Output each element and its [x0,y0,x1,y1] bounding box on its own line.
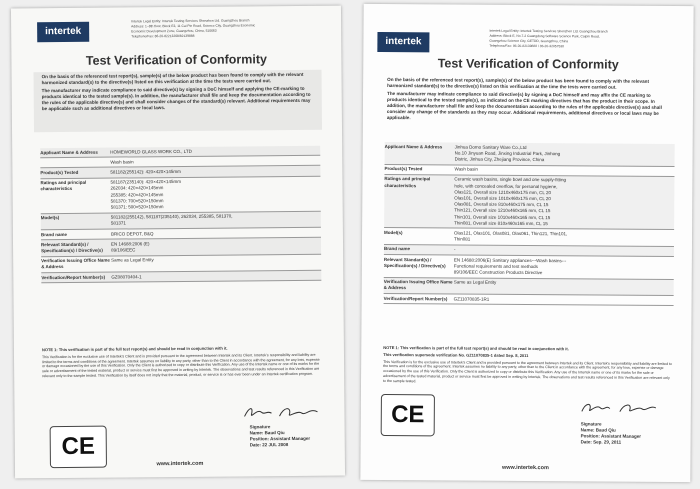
row-label [40,159,110,166]
intertek-logo: intertek [377,32,429,52]
header-line: Telephone/Fax: 86-20-82213268/82139888 [131,33,195,39]
row-value [110,168,320,176]
row-value-line: Olas121, Olas101, Olas081, Olas061, Thin121, Thin101, [454,230,568,237]
row-value-line: 581182(255142), 581187(235140), 262034, 255385, 581370, [110,213,233,220]
row-value [111,256,321,270]
signature-block [250,424,311,449]
signature-image [576,399,676,416]
row-value-line: Same as Legal Entity [111,257,154,263]
row-value [455,144,675,164]
row-value-line: 262034: 420×420×145mm [110,185,164,191]
row-label-line: Verification Issuing Office Name [383,279,453,285]
signature-label: Signature [580,421,602,427]
header-line: Address: 1~8th floor, Block E3, 11 Cai Pin Road, Science City, Guangzhou Economic [131,23,256,29]
row-value-line: Thin101, Overall size 1010x460x165 mm, CL 15 [454,214,551,220]
signature-date: Date: 22 JUL 2008 [249,442,289,448]
row-value [110,147,320,155]
row-value-line: Thin121, Overall size 1210x460x165 mm, CL 15 [454,207,551,214]
note-body: This Verification is for the exclusive use of Intertek's Client and is provided pursuant to the agreement between Intertek and its Client. Intertek's responsibility and liability are limited to the terms and conditions of the agreement. Intertek assumes no liability to any party, other than to the Client in accordance with the agreement, for any loss, expense or damage occasioned by the use of this Verification. Only the Client is authorized to copy or distribute this Verification. Any use of the Intertek name or one of its marks for the sale or advertisement of the tested material, product or service must first be approved in writing by Intertek. The observations and test results referenced in this Verification are relevant only to the sample tested. [383,359,673,384]
header-line: Economic Development Zone, Guangzhou, China, 510663 [131,28,217,34]
table-row [384,278,674,296]
row-value-line: EN 14688:2006(E) Sanitary appliances---Wash basins--- [453,257,567,263]
row-label-line: & Address [383,285,407,291]
row-label [41,258,111,271]
row-label [384,176,454,226]
row-value-line: Distric, Jinhua City, Zhejiang Province, China [454,156,545,163]
row-label-line: Product(s) Tested [384,166,423,172]
note-title: NOTE 1: This verification is part of the full test report(s) and should be read in conjunction with it. [41,345,228,353]
signer-name: Name: Baud Qiu [580,427,616,433]
row-value [110,157,320,165]
row-value-line: GZ08070404-1 [111,273,142,280]
row-value-line: Thin081, Overall size 810x460x165 mm, CL 15 [454,220,548,226]
row-label-line: characteristics [384,182,417,188]
row-label [384,296,454,303]
row-value-line: Same as Legal Entity [453,279,497,285]
details-table [40,146,321,284]
row-value-line: BRICO DEPOT, B&Q [110,230,154,237]
row-value [111,229,321,237]
table-row [40,176,320,213]
intro-paragraph-1: On the basis of the referenced test report(s), sample(s) of the below product has been found to comply with the relevant harmonized standard(s) to the directive(s) listed on this verification at the time the tests were carried out. [387,77,650,90]
row-value-line: HOMEWORLD GLASS WORK CO., LTD [110,148,192,155]
row-label [40,149,110,156]
row-label [384,279,454,292]
website-footer: www.intertek.com [156,460,204,468]
row-label-line [40,159,110,160]
signer-name: Name: Baud Qiu [249,430,285,436]
website-footer: www.intertek.com [501,464,549,472]
row-value-line: Ceramic wash basins, single bowl and one supply-fitting [454,176,567,183]
signature-label: Signature [249,424,271,430]
row-label [41,274,111,281]
row-label-line: Relevant Standard(s) / [383,256,432,262]
legal-entity-header [131,18,336,40]
row-value [454,177,674,228]
row-value-line: Jinhua Domo Sanitary Ware Co.,Ltd [454,143,527,150]
signature-date: Date: Sep. 29, 2011 [580,439,622,445]
legal-entity-header [489,29,689,50]
row-value-line: 581370: 700×520×150mm [110,197,164,204]
row-value [454,296,674,304]
row-label-line: characteristics [40,186,73,192]
row-label [40,180,110,212]
row-label [41,231,111,238]
row-value-line: Olas101, Overall size 1010x460x175 mm, CL 20 [454,195,551,202]
header-line: Intertek Legal Entity: Intertek Testing Services Shenzhen Ltd. Guangzhou Branch [131,18,250,24]
table-row [384,175,674,231]
row-value [454,230,674,244]
row-value-line: 581371: 500×520×150mm [110,204,164,210]
document-title: Test Verification of Conformity [437,56,619,72]
intro-paragraph-2: The manufacturer may indicate compliance to said directive(s) by signing a DoC himself and applying the CE-marking to products identical to the tested sample(s). In addition, the manufacturer shall file and keep the documentation according to the rules of the applicable directive(s) and shall consider changes of the standard(s) relevant. Additional requirements may be applicable such as additional directives or local laws. [41,85,311,112]
document-title: Test Verification of Conformity [85,52,267,68]
row-value-line: GZ11070835-1R1 [453,296,490,302]
row-value-line: 581187(235140): 420×420×145mm [110,179,181,185]
row-value [111,213,321,227]
certificate-left [11,6,345,479]
table-row [384,294,674,306]
header-line: Address: Block E, No.7-2 Guangdong Software Science Park, Caipin Road, [489,33,600,39]
row-value-line: 89/106/EEC [111,247,136,253]
row-label [40,169,110,176]
row-label-line: Specification(s) / Directive(s) [41,247,103,254]
row-label [385,144,455,163]
row-label [384,230,454,243]
intro-text [387,77,669,123]
row-label [41,215,111,228]
intro-text [42,72,314,112]
row-value [454,167,674,175]
row-value-line: hole, with concealed overflow, for personal hygiene, [454,183,558,189]
row-value-line: 581371 [110,220,126,226]
header-line: Telephone/Fax: 86-20-82139888 / 86-20-32057538 [489,43,564,49]
row-value-line: 89/106/EEC Construction Products Directive [453,269,543,276]
row-label-line: Verification/Report Number(s) [383,295,448,302]
row-label [384,257,454,276]
row-value-line: - [453,246,456,252]
row-label-line: Relevant Standard(s) / [40,241,89,247]
row-label-line: Ratings and principal [384,176,431,182]
row-value-line: EN 14688:2006 (E) [110,240,150,247]
ce-mark: CE [50,426,107,468]
note-body: This Verification is for the exclusive use of Intertek's Client and is provided pursuant to the agreement between Intertek and its Client. Intertek's responsibility and liability are limited to the terms and conditions of the agreement. Intertek assumes no liability to any party, other than to the Client in accordance with the agreement, for any loss, expense or damage occasioned by the use of this Verification. Only the Client is authorized to copy or distribute this Verification. Any use of the Intertek name or one of its marks for the sale or advertisement of the tested material, product or service must first be approved in writing by Intertek. The observations and test results referenced in this Verification are relevant only to the sample tested. This Verification by itself does not imply that the material, product, or service is or has ever been under an Intertek certification program. [41,352,320,379]
note-section [42,346,322,379]
row-value-line: No.10 Jinyuan Road, Jinxing Industrial Park, Jinhong [454,150,561,156]
note-section [383,346,673,386]
header-line: Intertek Legal Entity: Intertek Testing Services Shenzhen Ltd. Guangzhou Branch [489,28,608,34]
row-value [454,257,674,277]
row-label-line: Product(s) Tested [40,169,79,176]
certificate-right [360,4,693,482]
row-label-line: & Address [41,264,64,270]
row-value-line: Olas081, Overall size 810x460x175 mm, CL 15 [454,201,549,208]
intro-paragraph-2: The manufacturer may indicate compliance to said directive(s) by signing a DoC himself and may affix the CE marking to products identical to the tested sample(s), as indicated on the CE marking directives that has the product in their scope. In addition, the manufacturer shall file and keep the documentation according to the rules of the applicable directive(s) and shall consider any change of the standards as they may occur. Additional requirements, additional directives or local laws may be applicable. [386,91,662,121]
row-label-line: Brand name [383,246,410,252]
table-row [41,271,321,284]
row-value [111,239,321,253]
row-label-line: Verification/Report Number(s) [41,274,106,280]
row-value-line: Wash basin [454,166,478,172]
row-value-line: Olas121, Overall size 1210x460x175 mm, CL 20 [454,189,552,195]
signer-position: Position: Assistant Manager [580,433,642,439]
note-supersede: This verification supersede verification No. GZ11070835-1 dated Sep. 8, 2011 [383,351,529,358]
ce-mark: CE [381,394,435,436]
row-label-line: Specification(s) / Directive(s) [383,262,446,269]
row-label-line: Brand name [40,231,67,237]
row-label-line: Ratings and principal [40,179,87,186]
table-row [384,228,674,246]
row-value-line: 581182(255142): 420×420×145mm [110,168,181,175]
row-value [454,280,674,294]
signature-block [581,421,642,445]
signer-position: Position: Assistant Manager [249,435,311,442]
row-label [41,241,111,254]
signature-image [239,404,339,421]
table-row [384,255,674,280]
row-label-line: Verification Issuing Office Name [41,257,110,264]
row-value [454,247,674,255]
row-value [111,272,321,280]
row-label [384,246,454,253]
table-row [385,142,675,167]
intertek-logo: intertek [37,22,89,42]
note-title: NOTE 1: This verification is part of the full test report(s) and should be read in conjunction with it. [383,344,569,352]
row-label-line: Model(s) [40,215,60,221]
row-value-line: 255385: 420×420×145mm [110,191,164,198]
row-value-line: Thin081 [454,236,471,242]
row-label-line: Applicant Name & Address [384,143,443,149]
intro-paragraph-1: On the basis of the referenced test report(s), sample(s) of the below product has been found to comply with the relevant harmonized standard(s) to the directive(s) listed on this verification at the time the tests were carried out. [41,71,304,86]
row-label [384,166,454,173]
row-value-line: Wash basin [110,159,134,165]
row-label-line: Applicant Name & Address [40,149,98,155]
row-label-line: Model(s) [384,229,403,236]
row-value [110,178,320,211]
row-value-line: Functional requirements and test methods [453,263,538,269]
header-line: Guangzhou Science City, GETDD, Guangzhou, China [489,38,569,44]
details-table [384,142,675,306]
